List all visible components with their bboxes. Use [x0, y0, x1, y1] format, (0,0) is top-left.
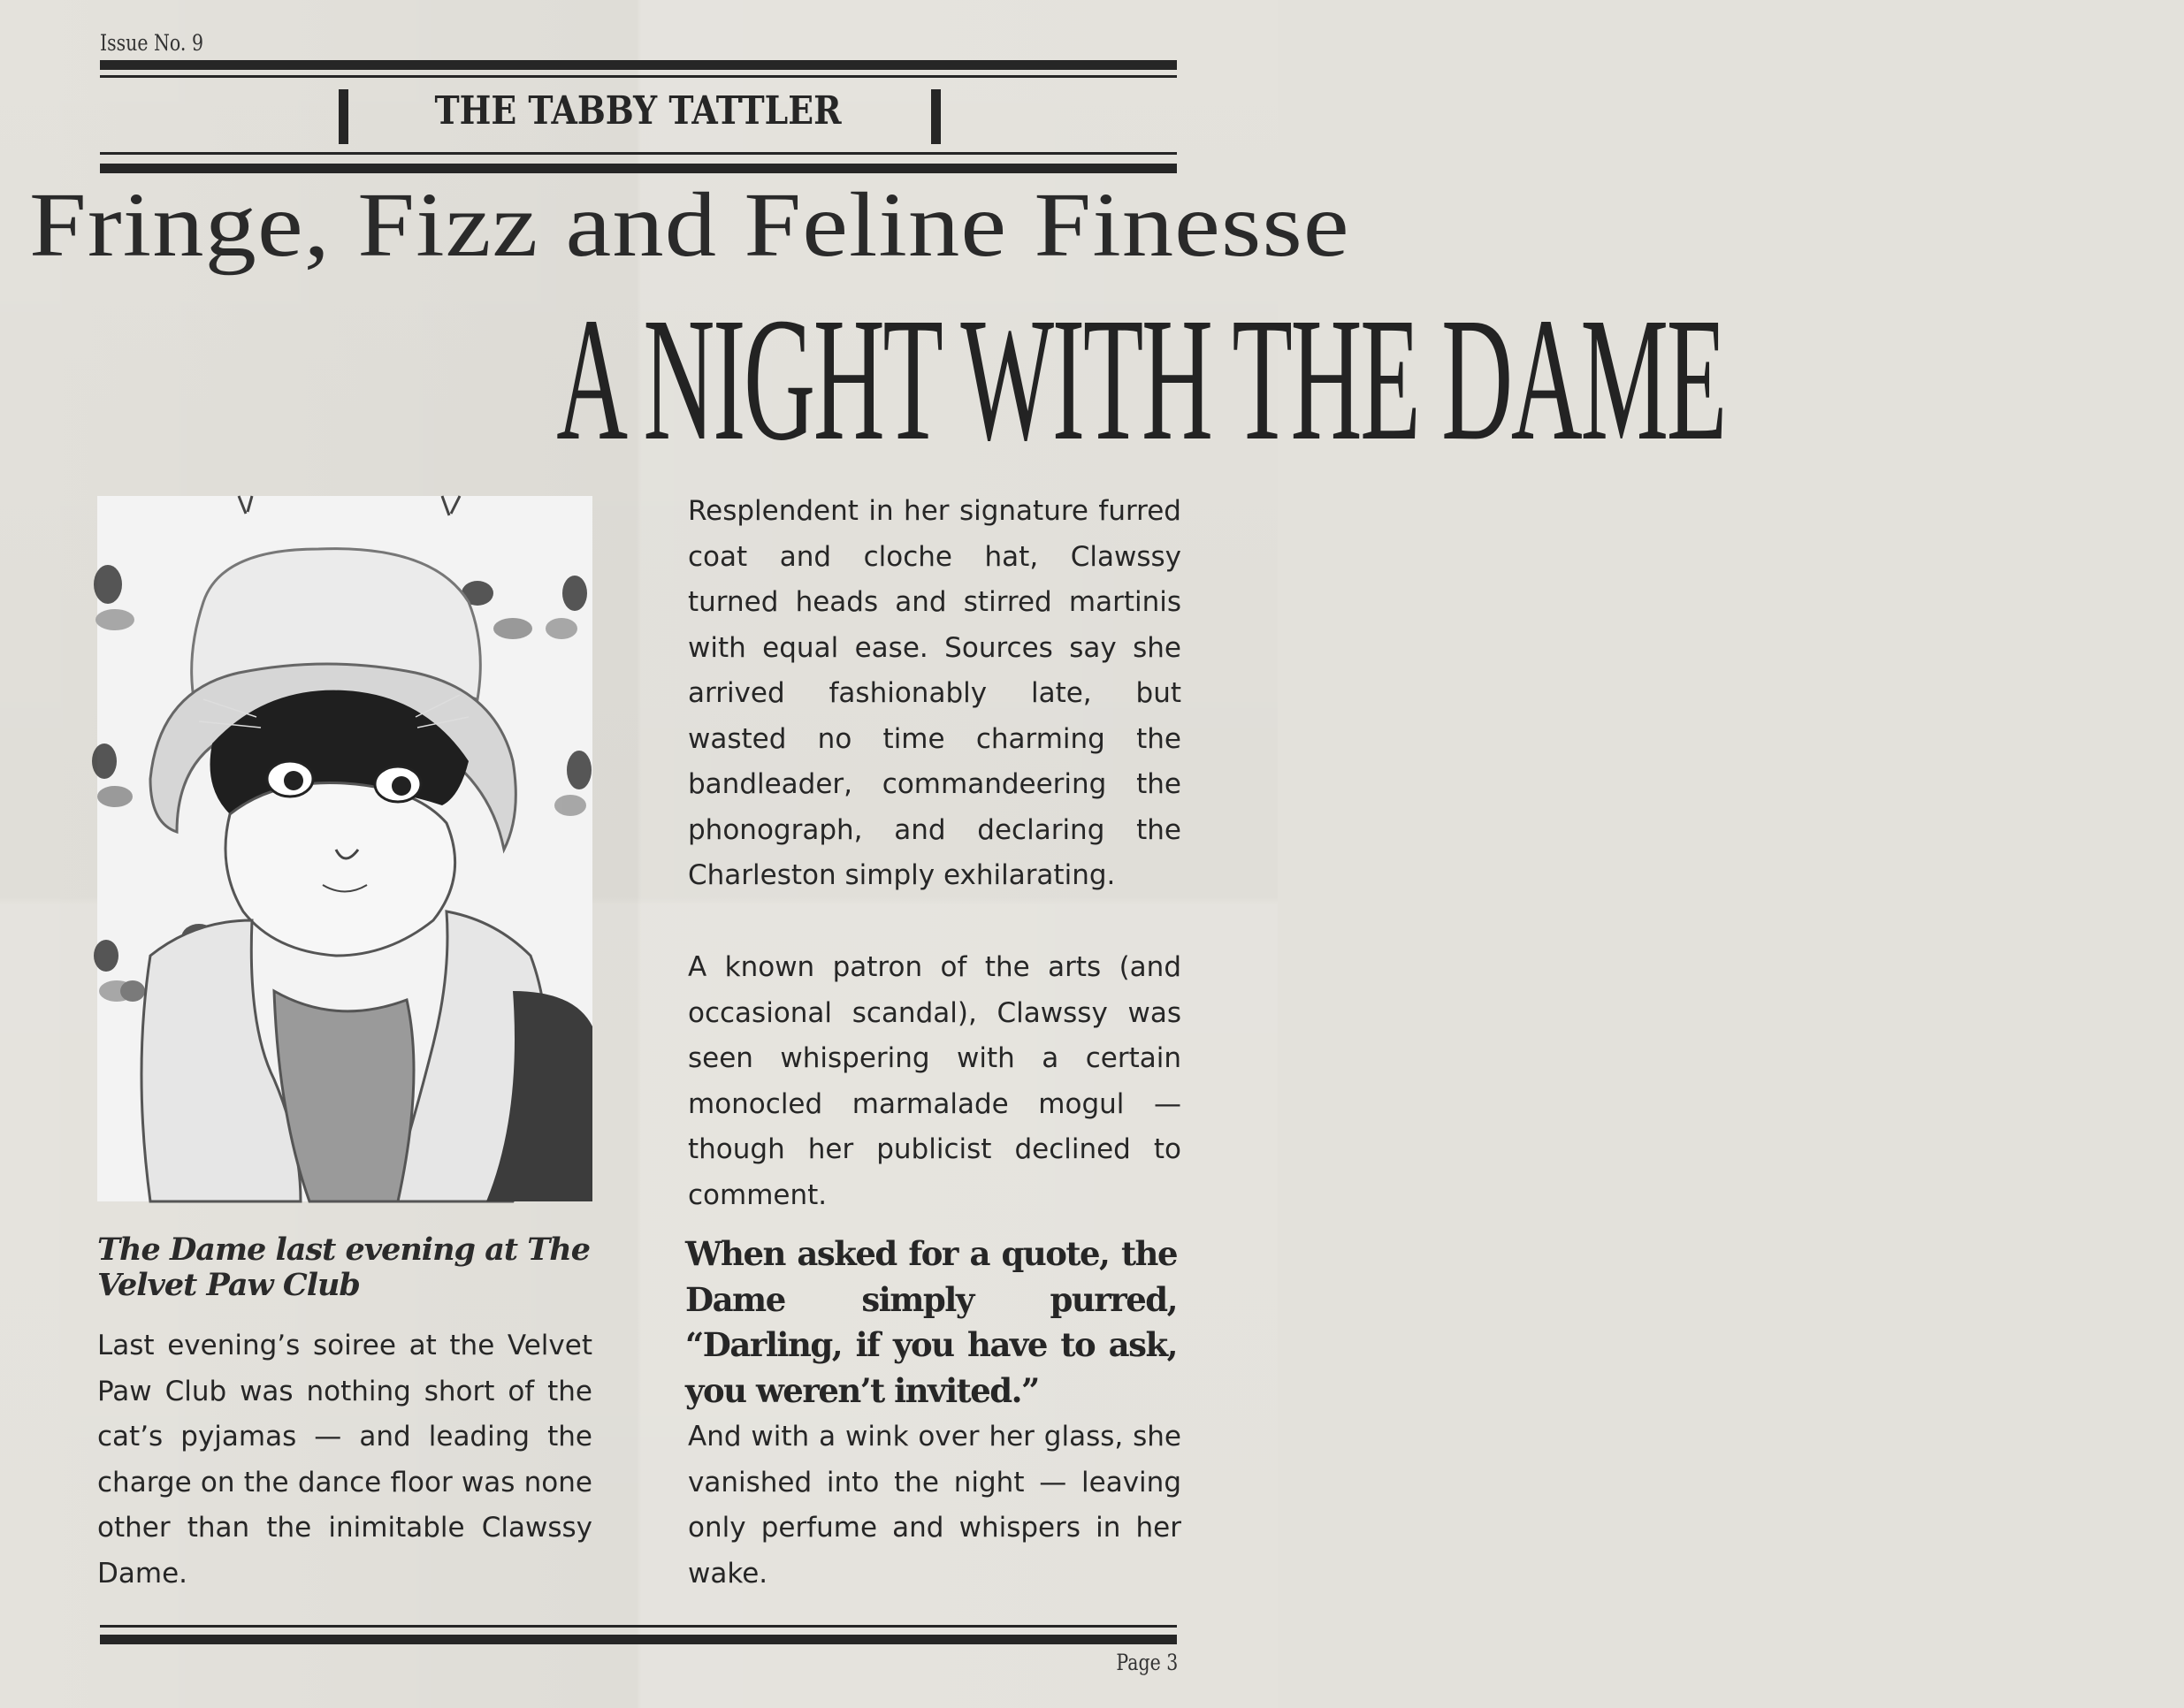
image-caption: The Dame last evening at The Velvet Paw Club [97, 1231, 591, 1303]
dame-quote: When asked for a quote, the Dame simply purred, “Darling, if you have to ask, you weren’t invited.” [685, 1234, 1177, 1410]
article-headline [97, 282, 1725, 477]
issue-number: Issue No. 9 [100, 30, 203, 56]
right-paragraph-3: And with a wink over her glass, she vanished into the night — leaving only perfume and whispers in her wake. [688, 1421, 1181, 1590]
masthead-title [100, 88, 1177, 133]
footer-thin-rule [100, 1625, 1177, 1628]
article-headline-text: A NIGHT WITH THE DAME [556, 282, 1725, 477]
left-paragraph: Last eveningʼs soiree at the Velvet Paw Club was nothing short of the catʼs pyjamas — and leading the charge on the dance floor was none other than the inimitable Clawssy Dame. [97, 1330, 592, 1590]
article-kicker-text: Fringe, Fizz and Feline Finesse [28, 174, 1350, 276]
masthead-top-thin-rule [100, 75, 1177, 78]
masthead-bottom-thin-rule [100, 152, 1177, 155]
page-number: Page 3 [1116, 1650, 1178, 1675]
masthead-right-bar [931, 89, 941, 144]
masthead-top-rule [100, 60, 1177, 70]
article-kicker [28, 172, 1350, 278]
dame-portrait-image [97, 496, 592, 1201]
masthead-title-text: THE TABBY TATTLER [434, 88, 843, 133]
right-paragraph-1: Resplendent in her signature furred coat and cloche hat, Clawssy turned heads and stirred martinis with equal ease. Sources say she arrived fashionably late, but wasted no time charming the bandleader, commandeering the phonograph, and declaring the Charleston simply exhilarating. [688, 495, 1181, 891]
footer-rule [100, 1635, 1177, 1644]
right-paragraph-2: A known patron of the arts (and occasional scandal), Clawssy was seen whispering with a certain monocled marmalade mogul — though her publicist declined to comment. [688, 951, 1181, 1211]
